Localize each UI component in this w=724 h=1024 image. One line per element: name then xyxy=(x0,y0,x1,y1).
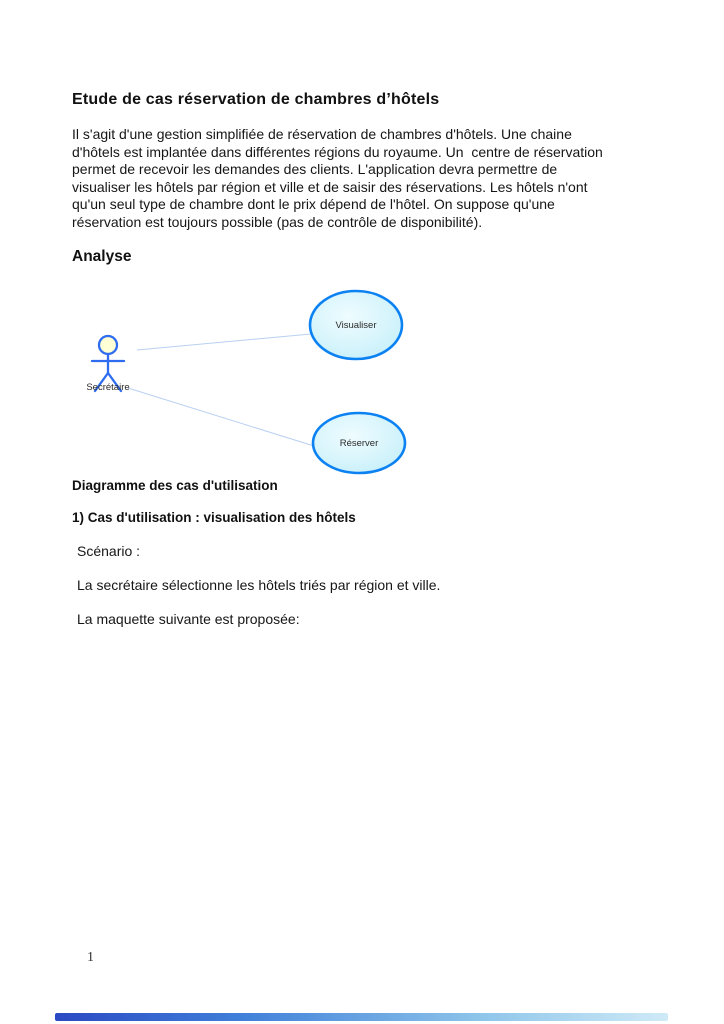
usecase-visualiser-label: Visualiser xyxy=(335,320,377,331)
scenario-label: Scénario : xyxy=(77,543,141,559)
usecase-reserver-label: Réserver xyxy=(339,438,379,449)
intro-line: qu'un seul type de chambre dont le prix dépend de l'hôtel. On suppose qu'une xyxy=(72,196,555,213)
page-title: Etude de cas réservation de chambres d’hôtels xyxy=(72,91,440,108)
page-number: 1 xyxy=(87,950,94,965)
intro-paragraph xyxy=(72,126,603,232)
page-progress-bar xyxy=(55,1013,668,1021)
intro-line: visualiser les hôtels par région et ville et de saisir des réservations. Les hôtels n'ont xyxy=(72,178,588,195)
actor-label: Secrétaire xyxy=(86,382,130,393)
intro-line: permet de recevoir les demandes des clients. L'application devra permettre de xyxy=(72,161,558,178)
intro-line: réservation est toujours possible (pas de contrôle de disponibilité). xyxy=(72,213,483,230)
mockup-text: La maquette suivante est proposée: xyxy=(77,611,300,627)
usecase-diagram-heading: Diagramme des cas d'utilisation xyxy=(72,478,278,493)
intro-line: Il s'agit d'une gestion simplifiée de réservation de chambres d'hôtels. Une chaine xyxy=(72,126,572,142)
actor-head xyxy=(99,336,117,354)
analysis-heading: Analyse xyxy=(72,248,132,265)
use-case-diagram xyxy=(60,280,480,480)
association-line-reserver xyxy=(128,388,314,446)
intro-line: d'hôtels est implantée dans différentes régions du royaume. Un centre de réservation xyxy=(72,143,603,160)
association-line-visualiser xyxy=(137,334,311,350)
case1-heading: 1) Cas d'utilisation : visualisation des hôtels xyxy=(72,510,356,525)
scenario-text: La secrétaire sélectionne les hôtels triés par région et ville. xyxy=(77,577,441,593)
